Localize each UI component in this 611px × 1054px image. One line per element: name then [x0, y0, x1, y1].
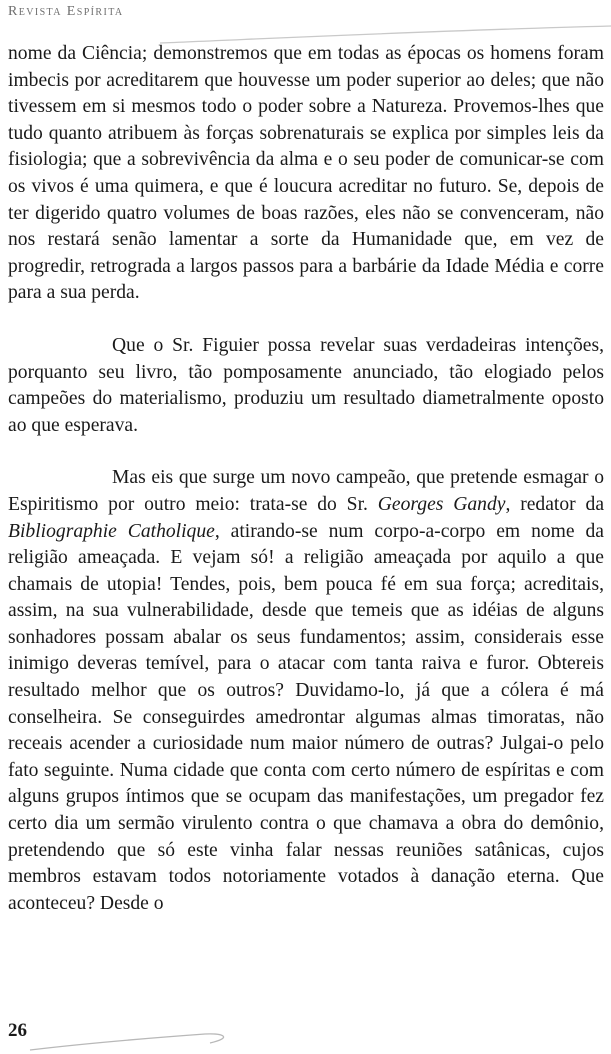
paragraph-1: nome da Ciência; demonstremos que em todas as épocas os homens foram imbecis por acreditarem que houvesse um poder superior ao deles; que não tivessem em si mesmos todo o poder sobre a Natureza. Provemos-lhes que tudo quanto atribuem às forças sobrenaturais se explica por simples leis da fisiologia; que a sobrevivência da alma e o seu poder de comunicar-se com os vivos é uma quimera, e que é loucura acreditar no futuro. Se, depois de ter digerido quatro volumes de boas razões, eles não se convenceram, não nos restará senão lamentar a sorte da Humanidade que, em vez de progredir, retrograda a largos passos para a barbárie da Idade Média e corre para a sua perda. [8, 43, 604, 304]
paragraph-3-text-a: Mas eis que surge um novo campeão, que pretende esmagar o Espiritismo por outro meio: trata-se do Sr. [8, 467, 604, 515]
page-number: 26 [8, 1020, 27, 1041]
person-name: Georges Gandy [377, 493, 506, 515]
footer-swoosh [0, 1030, 260, 1052]
running-head: Revista Espírita [8, 4, 124, 19]
paragraph-2: Que o Sr. Figuier possa revelar suas verdadeiras intenções, porquanto seu livro, tão pomposamente anunciado, tão elogiado pelos campeões do materialismo, produziu um resultado diametralmente oposto ao que esperava. [8, 334, 604, 436]
paragraph-3 [8, 465, 604, 917]
body-text [8, 41, 604, 917]
paragraph-3-text-b: , redator da [505, 493, 605, 515]
paragraph-3-text-c: , atirando-se num corpo-a-corpo em nome da religião ameaçada. E vejam só! a religião ameaçada por aquilo a que chamais de utopia! Tendes, pois, bem pouca fé em sua força; acreditais, assim, na sua vulnerabilidade, desde que temeis que as idéias de alguns sonhadores possam abalar os seus fundamentos; assim, considerais esse inimigo deveras temível, para o atacar com tanta raiva e furor. Obtereis resultado melhor que os outros? Duvidamo-lo, já que a cólera é má conselheira. Se conseguirdes amedrontar algumas almas timoratas, não receais acender a curiosidade num maior número de outras? Julgai-o pelo fato seguinte. Numa cidade que conta com certo número de espíritas e com alguns grupos íntimos que se ocupam das manifestações, um pregador fez certo dia um sermão virulento contra o que chamava a obra do demônio, pretendendo que só este vinha falar nessas reuniões satânicas, cujos membros estavam todos notoriamente votados à danação eterna. Que aconteceu? Desde o [8, 520, 604, 914]
publication-title: Bibliographie Catholique [8, 520, 215, 542]
